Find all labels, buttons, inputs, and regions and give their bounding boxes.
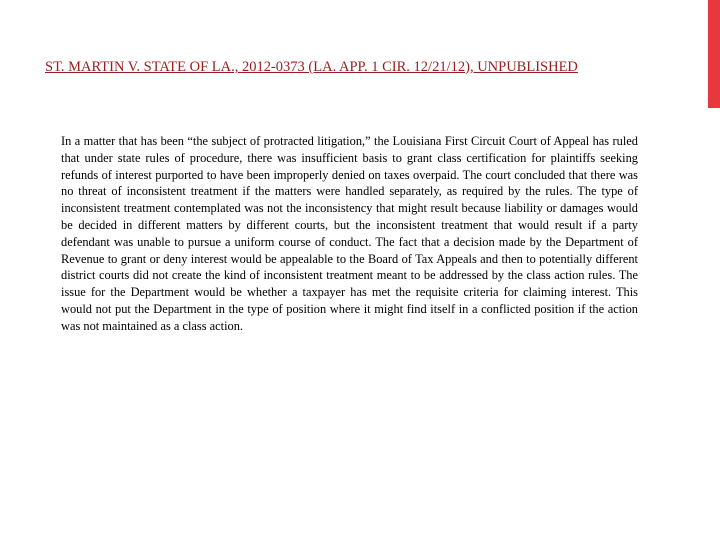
accent-bar — [708, 0, 720, 108]
slide-body-text: In a matter that has been “the subject of protracted litigation,” the Louisiana First Circuit Court of Appeal has ruled that under state rules of procedure, there was insufficient basis to grant class certification for plaintiffs seeking refunds of interest purported to have been improperly denied on taxes overpaid. The court concluded that there was no threat of inconsistent treatment if the matters were handled separately, as required by the rules. The type of inconsistent treatment contemplated was not the inconsistency that might result because liability or damages would be decided in different matters by different courts, but the inconsistent treatment that would result if a party defendant was unable to pursue a uniform course of conduct. The fact that a decision made by the Department of Revenue to grant or deny interest would be appealable to the Board of Tax Appeals and then to potentially different district courts did not create the kind of inconsistent treatment meant to be addressed by the class action rules. The issue for the Department would be whether a taxpayer has met the requisite criteria for claiming interest. This would not put the Department in the type of position where it might find itself in a conflicted position if the action was not maintained as a class action. — [61, 134, 638, 333]
slide-title: ST. MARTIN V. STATE OF LA., 2012-0373 (LA. APP. 1 CIR. 12/21/12), UNPUBLISHED — [45, 59, 578, 75]
